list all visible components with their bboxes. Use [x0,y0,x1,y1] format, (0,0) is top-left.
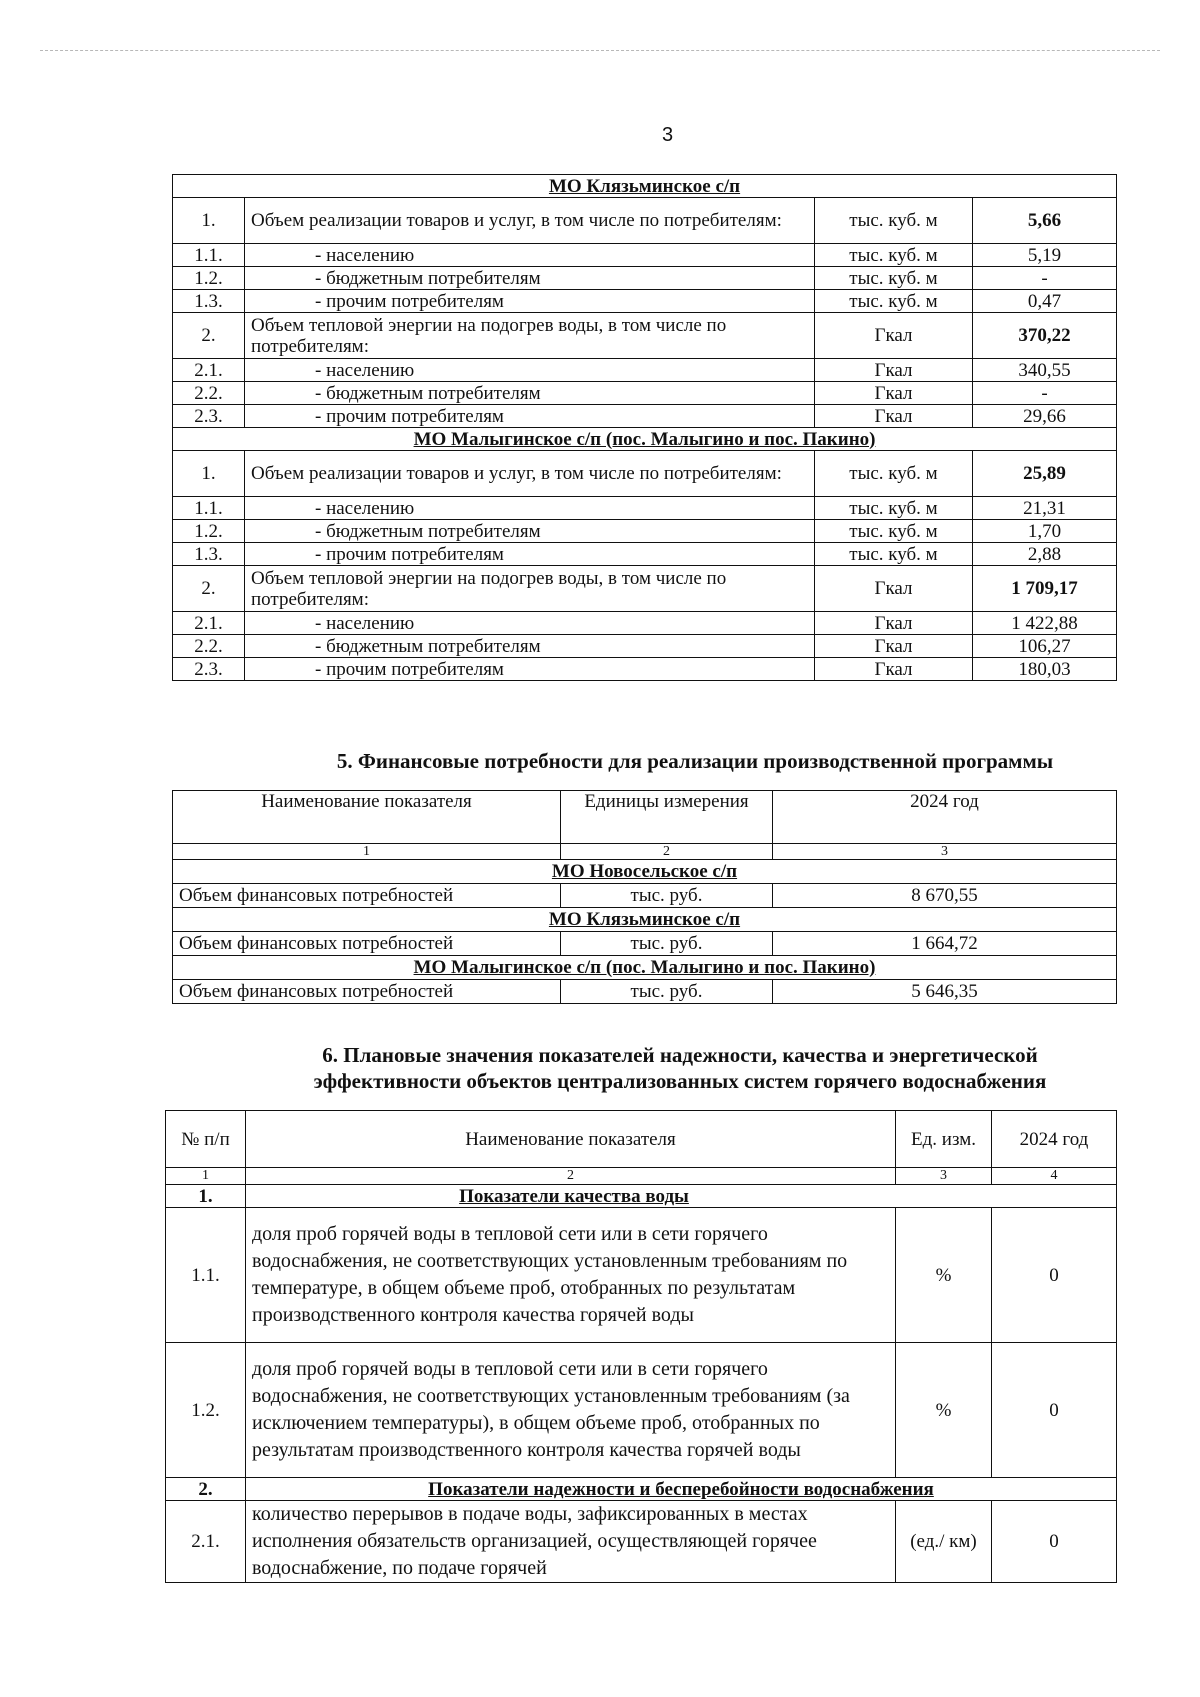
row-unit: тыс. куб. м [815,520,973,543]
row-num: 2.2. [173,635,245,658]
table-row [173,612,1117,635]
row-name: - населению [245,497,815,520]
row-num: 1. [173,451,245,497]
row-name: - прочим потребителям [245,658,815,681]
row-unit: % [896,1208,992,1343]
row-unit: тыс. куб. м [815,451,973,497]
volume-table [172,174,1117,681]
table-row [173,382,1117,405]
col-index: 2 [561,844,773,860]
row-value: - [973,267,1117,290]
scan-artifact-line [40,50,1160,51]
row-value: 0,47 [973,290,1117,313]
row-name: Объем финансовых потребностей [173,884,561,908]
row-value: 180,03 [973,658,1117,681]
row-value: 5,66 [973,198,1117,244]
row-num: 2.1. [173,359,245,382]
row-name: - бюджетным потребителям [245,382,815,405]
row-value: 0 [992,1501,1117,1583]
row-name: Объем финансовых потребностей [173,932,561,956]
row-value: 21,31 [973,497,1117,520]
row-num: 1.2. [166,1343,246,1478]
row-unit: тыс. куб. м [815,543,973,566]
col-header-year: 2024 год [773,791,1117,844]
col-header-name: Наименование показателя [173,791,561,844]
row-name: - прочим потребителям [245,405,815,428]
row-unit: Гкал [815,566,973,612]
col-header-name: Наименование показателя [246,1111,896,1168]
row-name: - населению [245,244,815,267]
col-index: 2 [246,1168,896,1185]
row-num: 1.2. [173,267,245,290]
table-row [173,267,1117,290]
col-index: 4 [992,1168,1117,1185]
row-value: 106,27 [973,635,1117,658]
block-title: МО Клязьминское с/п [173,908,1117,932]
row-name: Объем реализации товаров и услуг, в том числе по потребителям: [245,198,815,244]
finance-table [172,790,1117,1004]
row-name: - прочим потребителям [245,543,815,566]
section6-heading-line2: эффективности объектов централизованных систем горячего водоснабжения [313,1069,1047,1093]
row-unit: Гкал [815,635,973,658]
row-name: - бюджетным потребителям [245,267,815,290]
row-name: Объем тепловой энергии на подогрев воды, в том числе по потребителям: [245,566,815,612]
col-index: 3 [896,1168,992,1185]
group-num: 2. [166,1478,246,1501]
table-row [173,497,1117,520]
row-value: 370,22 [973,313,1117,359]
row-value: 29,66 [973,405,1117,428]
section6-heading-line1: 6. Плановые значения показателей надежности, качества и энергетической [322,1043,1038,1067]
row-num: 1.1. [173,244,245,267]
row-unit: Гкал [815,313,973,359]
row-name: - бюджетным потребителям [245,635,815,658]
row-num: 2. [173,313,245,359]
row-num: 1.1. [166,1208,246,1343]
row-name: - бюджетным потребителям [245,520,815,543]
row-name: Объем финансовых потребностей [173,980,561,1004]
row-value: 25,89 [973,451,1117,497]
row-value: 8 670,55 [773,884,1117,908]
row-value: 1,70 [973,520,1117,543]
col-index: 1 [173,844,561,860]
row-unit: Гкал [815,612,973,635]
row-num: 2.2. [173,382,245,405]
table-row [173,635,1117,658]
row-num: 2.1. [173,612,245,635]
row-unit: Гкал [815,382,973,405]
table-row [173,405,1117,428]
row-num: 2. [173,566,245,612]
row-name: Объем тепловой энергии на подогрев воды, в том числе по потребителям: [245,313,815,359]
row-unit: тыс. куб. м [815,497,973,520]
row-unit: Гкал [815,658,973,681]
table-row [173,290,1117,313]
col-header-unit: Единицы измерения [561,791,773,844]
row-unit: Гкал [815,359,973,382]
row-value: 5,19 [973,244,1117,267]
section5-heading: 5. Финансовые потребности для реализации производственной программы [336,749,1054,773]
row-unit: % [896,1343,992,1478]
table-row [173,520,1117,543]
row-value: 5 646,35 [773,980,1117,1004]
row-num: 1.3. [173,290,245,313]
row-name: - населению [245,612,815,635]
row-name: - прочим потребителям [245,290,815,313]
page-number: 3 [661,124,674,146]
row-name: - населению [245,359,815,382]
group-num: 1. [166,1185,246,1208]
row-unit: тыс. руб. [561,932,773,956]
group-title: Показатели надежности и бесперебойности водоснабжения [246,1478,1117,1501]
section-title: МО Малыгинское с/п (пос. Малыгино и пос. Пакино) [173,428,1117,451]
table-row [173,198,1117,244]
col-index: 1 [166,1168,246,1185]
row-value: 1 664,72 [773,932,1117,956]
table-row [173,451,1117,497]
row-num: 2.3. [173,658,245,681]
table-row [173,359,1117,382]
row-num: 1.1. [173,497,245,520]
row-unit: тыс. куб. м [815,244,973,267]
row-unit: тыс. руб. [561,884,773,908]
row-unit: тыс. куб. м [815,267,973,290]
col-header-num: № п/п [166,1111,246,1168]
table-row [173,543,1117,566]
row-num: 1. [173,198,245,244]
row-value: 0 [992,1208,1117,1343]
row-unit: тыс. куб. м [815,290,973,313]
col-header-unit: Ед. изм. [896,1111,992,1168]
row-unit: (ед./ км) [896,1501,992,1583]
row-value: 2,88 [973,543,1117,566]
row-num: 2.1. [166,1501,246,1583]
row-unit: тыс. куб. м [815,198,973,244]
row-text: количество перерывов в подаче воды, зафиксированных в местах исполнения обязательств организацией, осуществляющей горячее водоснабжение, по подаче горячей [246,1501,896,1583]
block-title: МО Малыгинское с/п (пос. Малыгино и пос. Пакино) [173,956,1117,980]
table-row [173,566,1117,612]
table-row [173,658,1117,681]
col-index: 3 [773,844,1117,860]
indicators-table [165,1110,1117,1583]
row-value: 1 422,88 [973,612,1117,635]
row-unit: тыс. руб. [561,980,773,1004]
row-text: доля проб горячей воды в тепловой сети или в сети горячего водоснабжения, не соответствующих установленным требованиям (за исключением температуры), в общем объеме проб, отобранных по результатам производственного контроля качества горячей воды [246,1343,896,1478]
group-title: Показатели качества воды [246,1185,1117,1208]
row-num: 1.2. [173,520,245,543]
row-unit: Гкал [815,405,973,428]
row-value: 1 709,17 [973,566,1117,612]
section-title: МО Клязьминское с/п [173,175,1117,198]
block-title: МО Новосельское с/п [173,860,1117,884]
col-header-year: 2024 год [992,1111,1117,1168]
row-value: 340,55 [973,359,1117,382]
row-num: 2.3. [173,405,245,428]
row-num: 1.3. [173,543,245,566]
row-text: доля проб горячей воды в тепловой сети или в сети горячего водоснабжения, не соответствующих установленным требованиям по температуре, в общем объеме проб, отобранных по результатам производственного контроля качества горячей воды [246,1208,896,1343]
table-row [173,313,1117,359]
row-value: - [973,382,1117,405]
row-value: 0 [992,1343,1117,1478]
table-row [173,244,1117,267]
row-name: Объем реализации товаров и услуг, в том числе по потребителям: [245,451,815,497]
